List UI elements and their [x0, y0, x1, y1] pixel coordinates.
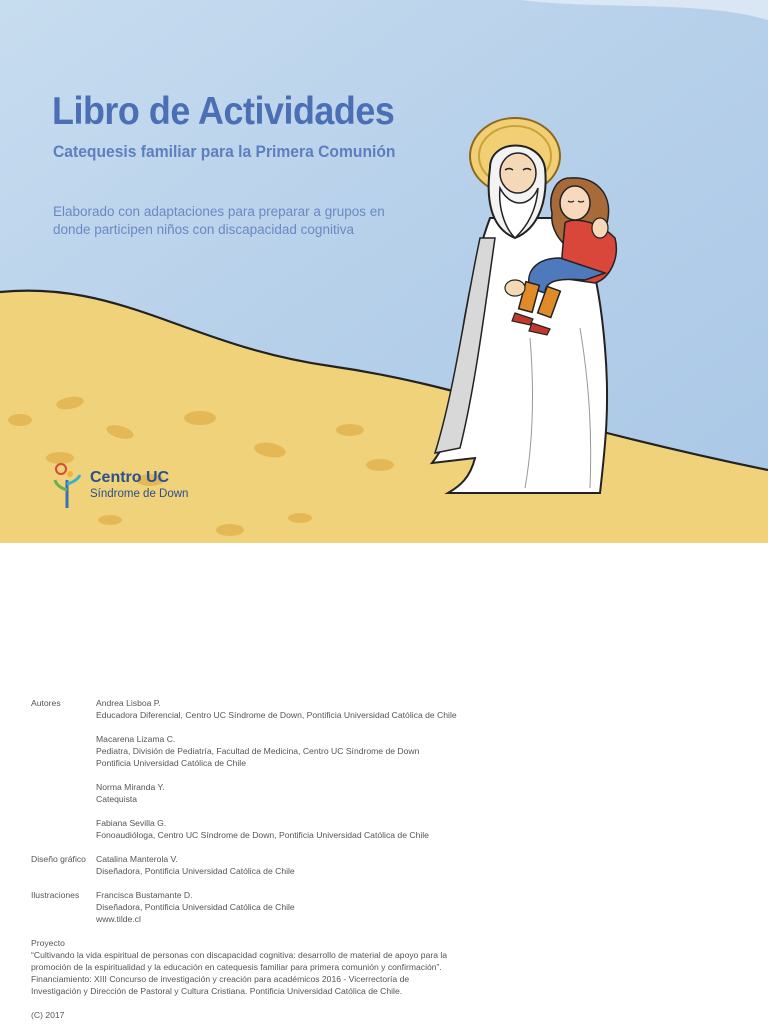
project-line: “Cultivando la vida espiritual de personas con discapacidad cognitiva: desarrollo de material de apoyo para la — [31, 950, 448, 960]
author-name: Macarena Lizama C. — [96, 734, 176, 744]
design-section — [31, 853, 491, 877]
centro-uc-logo-icon — [50, 462, 84, 510]
illustrator-name: Francisca Bustamante D. — [96, 890, 193, 900]
project-line: Investigación y Dirección de Pastoral y Cultura Cristiana. Pontificia Universidad Católica de Chile. — [31, 986, 403, 996]
author-name: Andrea Lisboa P. — [96, 698, 161, 708]
illustrator-website: www.tilde.cl — [96, 914, 141, 924]
design-label: Diseño gráfico — [31, 854, 86, 864]
author-entry — [96, 781, 491, 805]
designer-name: Catalina Manterola V. — [96, 854, 178, 864]
authors-section — [31, 697, 491, 841]
author-role: Pontificia Universidad Católica de Chile — [96, 758, 246, 768]
project-section — [31, 937, 491, 1021]
author-role: Educadora Diferencial, Centro UC Síndrome de Down, Pontificia Universidad Católica de Chile — [96, 710, 457, 720]
project-line: promoción de la espiritualidad y la educación en catequesis familiar para primera comunión y confirmación”. — [31, 962, 442, 972]
logo-subname: Síndrome de Down — [90, 488, 189, 500]
saint-with-child-illustration — [420, 108, 640, 508]
project-line: Financiamiento: XIII Concurso de investigación y creación para académicos 2016 - Vicerrectoría de — [31, 974, 410, 984]
author-role: Catequista — [96, 794, 138, 804]
credits — [31, 697, 491, 1021]
logo-name: Centro UC — [90, 469, 170, 486]
illustrations-section — [31, 889, 491, 925]
cover-description: Elaborado con adaptaciones para preparar a grupos en donde participen niños con discapacidad cognitiva — [53, 204, 385, 237]
author-role: Fonoaudióloga, Centro UC Síndrome de Down, Pontificia Universidad Católica de Chile — [96, 830, 429, 840]
illustrator-role: Diseñadora, Pontificia Universidad Católica de Chile — [96, 902, 295, 912]
author-name: Norma Miranda Y. — [96, 782, 165, 792]
author-name: Fabiana Sevilla G. — [96, 818, 167, 828]
designer-role: Diseñadora, Pontificia Universidad Católica de Chile — [96, 866, 295, 876]
authors-label: Autores — [31, 698, 61, 708]
author-role: Pediatra, División de Pediatría, Facultad de Medicina, Centro UC Síndrome de Down — [96, 746, 420, 756]
illustrations-label: Ilustraciones — [31, 890, 80, 900]
cover-title: Libro de Actividades — [52, 90, 395, 133]
author-entry — [96, 817, 491, 841]
author-entry — [96, 697, 491, 721]
copyright: (C) 2017 — [31, 1010, 65, 1020]
illustrator-entry — [96, 889, 491, 925]
cover-subtitle: Catequesis familiar para la Primera Comunión — [53, 142, 396, 161]
designer-entry — [96, 853, 491, 877]
author-entry — [96, 733, 491, 769]
project-label: Proyecto — [31, 938, 65, 948]
centro-uc-logo — [50, 462, 188, 510]
